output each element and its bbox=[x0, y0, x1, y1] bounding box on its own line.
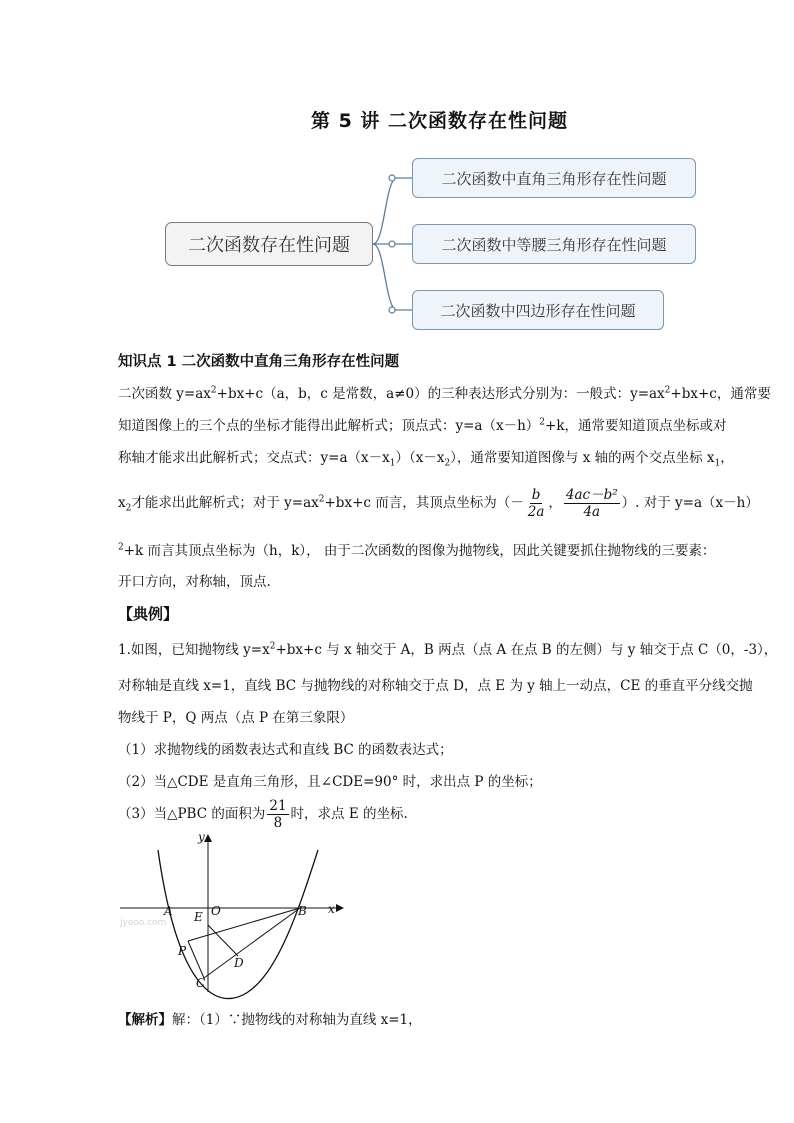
area-fraction: $\frac{21}{8}$ bbox=[269, 798, 287, 831]
subquestion-1: （1）求抛物线的函数表达式和直线 BC 的函数表达式； bbox=[118, 742, 453, 758]
knowledge-line-1: 二次函数 $y=ax^2+bx+c(a$，b，c 是常数，a≠0）的三种表达形式分别为：一般式：$y=ax^2+bx+c$，通常要 bbox=[118, 385, 771, 402]
watermark: jyeoo.com bbox=[120, 918, 167, 928]
mindmap-branch-quadrilateral: 二次函数中四边形存在性问题 bbox=[412, 290, 664, 330]
subquestion-2: （2）当△CDE 是直角三角形，且∠CDE=90° 时，求出点 P 的坐标； bbox=[118, 774, 542, 790]
parabola-figure bbox=[118, 832, 348, 1002]
mindmap-branch-isosceles-triangle: 二次函数中等腰三角形存在性问题 bbox=[412, 224, 696, 264]
question-line-2: 对称轴是直线 x=1，直线 BC 与抛物线的对称轴交于点 D，点 E 为 y 轴上一动点，CE 的垂直平分线交抛 bbox=[118, 678, 753, 694]
solution-line: 【解析】解：（1）∵抛物线的对称轴为直线 x=1， bbox=[118, 1012, 422, 1028]
point-a-label: A bbox=[164, 904, 173, 918]
subquestion-3: （3）当△PBC 的面积为 $\frac{21}{8}$ 时，求点 E 的坐标. bbox=[118, 798, 408, 831]
point-p-label: P bbox=[178, 944, 187, 958]
y-axis-label: y bbox=[198, 830, 205, 844]
x-axis-label: x bbox=[328, 902, 335, 916]
knowledge-line-4: $x_2$才能求出此解析式；对于 $y=ax^2+bx+c$ 而言，其顶点坐标为（－ $\frac{b}{2a}$ ， $\frac{\text{4ac－b²}}{4a}$ ）. 对于 y=a（x－h） bbox=[118, 487, 759, 520]
point-d-label: D bbox=[234, 956, 244, 970]
vertex-x-fraction: $\frac{b}{2a}$ bbox=[527, 487, 545, 520]
section-heading: 知识点 1 二次函数中直角三角形存在性问题 bbox=[118, 354, 400, 370]
point-e-label: E bbox=[194, 910, 203, 924]
page-title: 第 5 讲 二次函数存在性问题 bbox=[310, 110, 569, 132]
vertex-y-fraction: $\frac{\text{4ac－b²}}{4a}$ bbox=[565, 487, 618, 520]
knowledge-line-5: $^2$+k 而言其顶点坐标为（h，k）， 由于二次函数的图像为抛物线，因此关键要抓住抛物线的三要素： bbox=[118, 542, 716, 559]
point-b-label: B bbox=[298, 904, 307, 918]
example-heading: 【典例】 bbox=[118, 605, 179, 623]
parabola-graph bbox=[118, 832, 348, 1002]
knowledge-line-3: 称轴才能求出此解析式；交点式：$y=a(x-x_1)(x-x_2)$，通常要知道图像与 x 轴的两个交点坐标 $x_1$， bbox=[118, 450, 734, 469]
mindmap-branch-right-triangle: 二次函数中直角三角形存在性问题 bbox=[412, 158, 696, 198]
mindmap-root: 二次函数存在性问题 bbox=[165, 222, 373, 266]
point-c-label: C bbox=[196, 976, 206, 990]
question-line-3: 物线于 P，Q 两点（点 P 在第三象限） bbox=[118, 710, 354, 726]
origin-label: O bbox=[211, 904, 221, 918]
knowledge-line-6: 开口方向，对称轴，顶点. bbox=[118, 574, 271, 590]
question-line-1: 1.如图，已知抛物线 $y=x^2+bx+c$ 与 x 轴交于 A，B 两点（点 A 在点 B 的左侧）与 y 轴交于点 C（0，-3）， bbox=[118, 641, 778, 658]
knowledge-line-2: 知道图像上的三个点的坐标才能得出此解析式；顶点式：$y=a(x-h)^2+k$，通常要知道顶点坐标或对 bbox=[118, 417, 727, 434]
